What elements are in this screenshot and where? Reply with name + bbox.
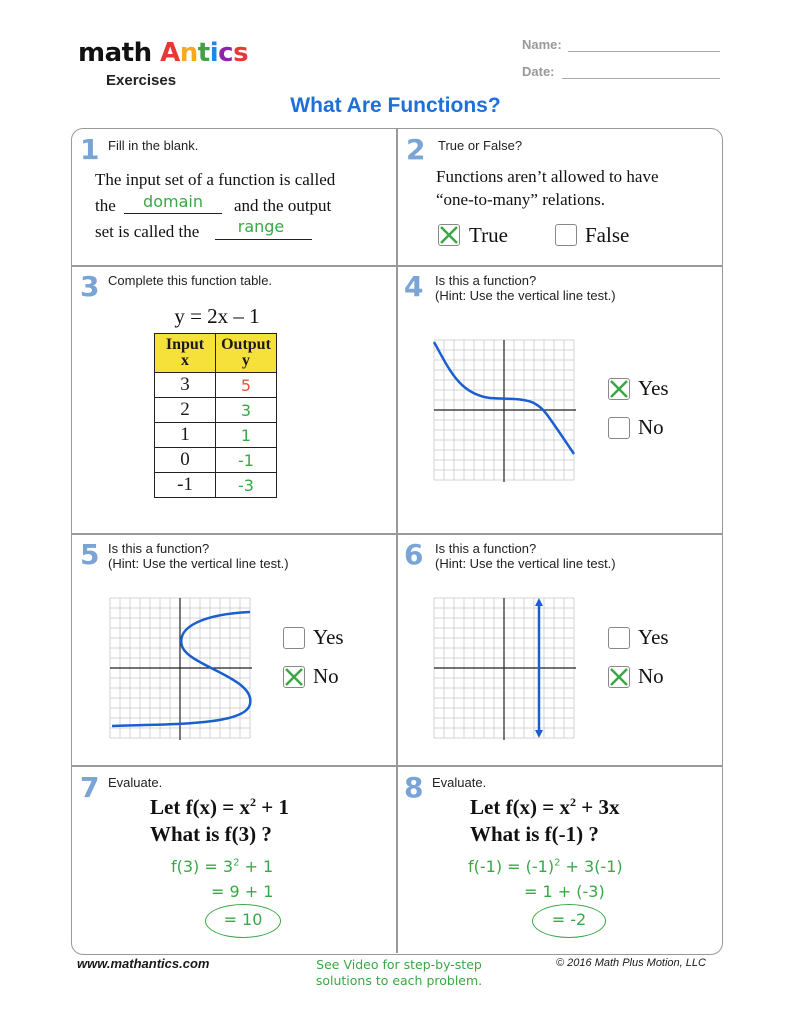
- name-label: Name:: [522, 37, 562, 52]
- q4-no-checkbox[interactable]: [608, 417, 630, 439]
- q8-number: 8: [404, 771, 424, 804]
- q8-work-line1: $f(-1) = (-1)^2 + 3(-1)$: [468, 857, 623, 876]
- q6-yes-label: Yes: [638, 625, 669, 649]
- q2-true-checkbox[interactable]: [438, 224, 460, 246]
- table-cell-y: -1: [216, 448, 277, 473]
- q4-number: 4: [404, 270, 424, 303]
- name-field[interactable]: [568, 51, 720, 52]
- q1-line1: The input set of a function is called: [95, 170, 336, 189]
- q7-number: 7: [80, 771, 100, 804]
- q1-answer-range: range: [237, 217, 285, 236]
- q4-yes-label: Yes: [638, 376, 669, 400]
- q8-definition: Let $f(x) = x^2 + 3x$: [470, 795, 620, 819]
- table-row: [155, 373, 277, 398]
- q6-arrow-down-icon: [535, 730, 543, 738]
- table-cell-x: 1: [155, 423, 216, 448]
- q3-equation: y = 2x – 1: [174, 304, 260, 328]
- q7-definition: Let $f(x) = x^2 + 1$: [150, 795, 289, 819]
- q2-true-label: True: [469, 223, 508, 247]
- table-cell-x: 3: [155, 373, 216, 398]
- q4-instruction: Is this a function?: [435, 273, 537, 288]
- table-cell-y: 3: [216, 398, 277, 423]
- footer-website[interactable]: www.mathantics.com: [77, 956, 210, 971]
- q1-instruction: Fill in the blank.: [108, 138, 199, 153]
- q5-instruction: Is this a function?: [108, 541, 210, 556]
- q5-hint: (Hint: Use the vertical line test.): [108, 556, 289, 571]
- check-x-icon: [607, 665, 631, 689]
- q2-false-checkbox[interactable]: [555, 224, 577, 246]
- table-header-input: Input x: [155, 334, 216, 373]
- q6-graph: [430, 594, 580, 742]
- table-cell-x: 2: [155, 398, 216, 423]
- q2-line2: “one-to-many” relations.: [436, 190, 605, 209]
- logo-subtitle: Exercises: [106, 72, 177, 89]
- table-row: [155, 398, 277, 423]
- q4-hint: (Hint: Use the vertical line test.): [435, 288, 616, 303]
- q7-work-line2: = 9 + 1: [211, 882, 274, 901]
- check-x-icon: [282, 665, 306, 689]
- grid-divider-row2: [71, 533, 723, 535]
- table-cell-y: -3: [216, 473, 277, 498]
- q7-question: What is f(3) ?: [150, 822, 272, 846]
- q6-no-label: No: [638, 664, 664, 688]
- table-row: [155, 423, 277, 448]
- footer-copyright: © 2016 Math Plus Motion, LLC: [556, 957, 706, 969]
- q2-false-label: False: [585, 223, 630, 247]
- q7-work-line1: $f(3) = 3^2 + 1$: [171, 857, 274, 876]
- table-row: [155, 448, 277, 473]
- q1-answer-domain: domain: [143, 192, 203, 211]
- footer-video-note: See Video for step-by-step solutions to each problem.: [315, 957, 483, 988]
- q1-blank1: [124, 213, 222, 214]
- q2-instruction: True or False?: [438, 138, 523, 153]
- check-x-icon: [437, 223, 461, 247]
- q7-instruction: Evaluate.: [108, 775, 163, 790]
- q6-yes-checkbox[interactable]: [608, 627, 630, 649]
- q3-instruction: Complete this function table.: [108, 273, 273, 288]
- table-cell-y: 5: [216, 373, 277, 398]
- q6-hint: (Hint: Use the vertical line test.): [435, 556, 616, 571]
- q1-line2-pre: the: [95, 196, 116, 215]
- function-table: [154, 333, 277, 498]
- q8-instruction: Evaluate.: [432, 775, 487, 790]
- q6-instruction: Is this a function?: [435, 541, 537, 556]
- date-label: Date:: [522, 64, 555, 79]
- q1-line2-post: and the output: [234, 196, 332, 215]
- logo-math: math: [78, 38, 152, 68]
- table-header-output: Output y: [216, 334, 277, 373]
- q5-number: 5: [80, 538, 100, 571]
- q4-yes-checkbox[interactable]: [608, 378, 630, 400]
- table-cell-x: 0: [155, 448, 216, 473]
- q4-graph: [430, 336, 580, 484]
- q8-answer: = -2: [551, 910, 587, 929]
- q5-graph: [106, 594, 256, 742]
- check-x-icon: [607, 377, 631, 401]
- table-cell-x: -1: [155, 473, 216, 498]
- table-row: [155, 473, 277, 498]
- table-cell-y: 1: [216, 423, 277, 448]
- grid-divider-vertical: [396, 128, 398, 953]
- q5-yes-label: Yes: [313, 625, 344, 649]
- q5-no-label: No: [313, 664, 339, 688]
- page-title: What Are Functions?: [290, 94, 501, 117]
- logo: math Antics: [78, 38, 249, 68]
- q6-number: 6: [404, 538, 424, 571]
- q8-work-line2: = 1 + (-3): [524, 882, 605, 901]
- q2-number: 2: [406, 133, 426, 166]
- date-field[interactable]: [562, 78, 720, 79]
- q6-arrow-up-icon: [535, 598, 543, 606]
- q7-answer: = 10: [223, 910, 263, 929]
- q4-no-label: No: [638, 415, 664, 439]
- q6-no-checkbox[interactable]: [608, 666, 630, 688]
- q1-blank2: [215, 239, 312, 240]
- q5-yes-checkbox[interactable]: [283, 627, 305, 649]
- q3-number: 3: [80, 270, 100, 303]
- q1-line3-pre: set is called the: [95, 222, 200, 241]
- q8-question: What is f(-1) ?: [470, 822, 599, 846]
- q5-no-checkbox[interactable]: [283, 666, 305, 688]
- grid-divider-row1: [71, 265, 723, 267]
- q1-number: 1: [80, 133, 100, 166]
- q2-line1: Functions aren’t allowed to have: [436, 167, 659, 186]
- grid-divider-row3: [71, 765, 723, 767]
